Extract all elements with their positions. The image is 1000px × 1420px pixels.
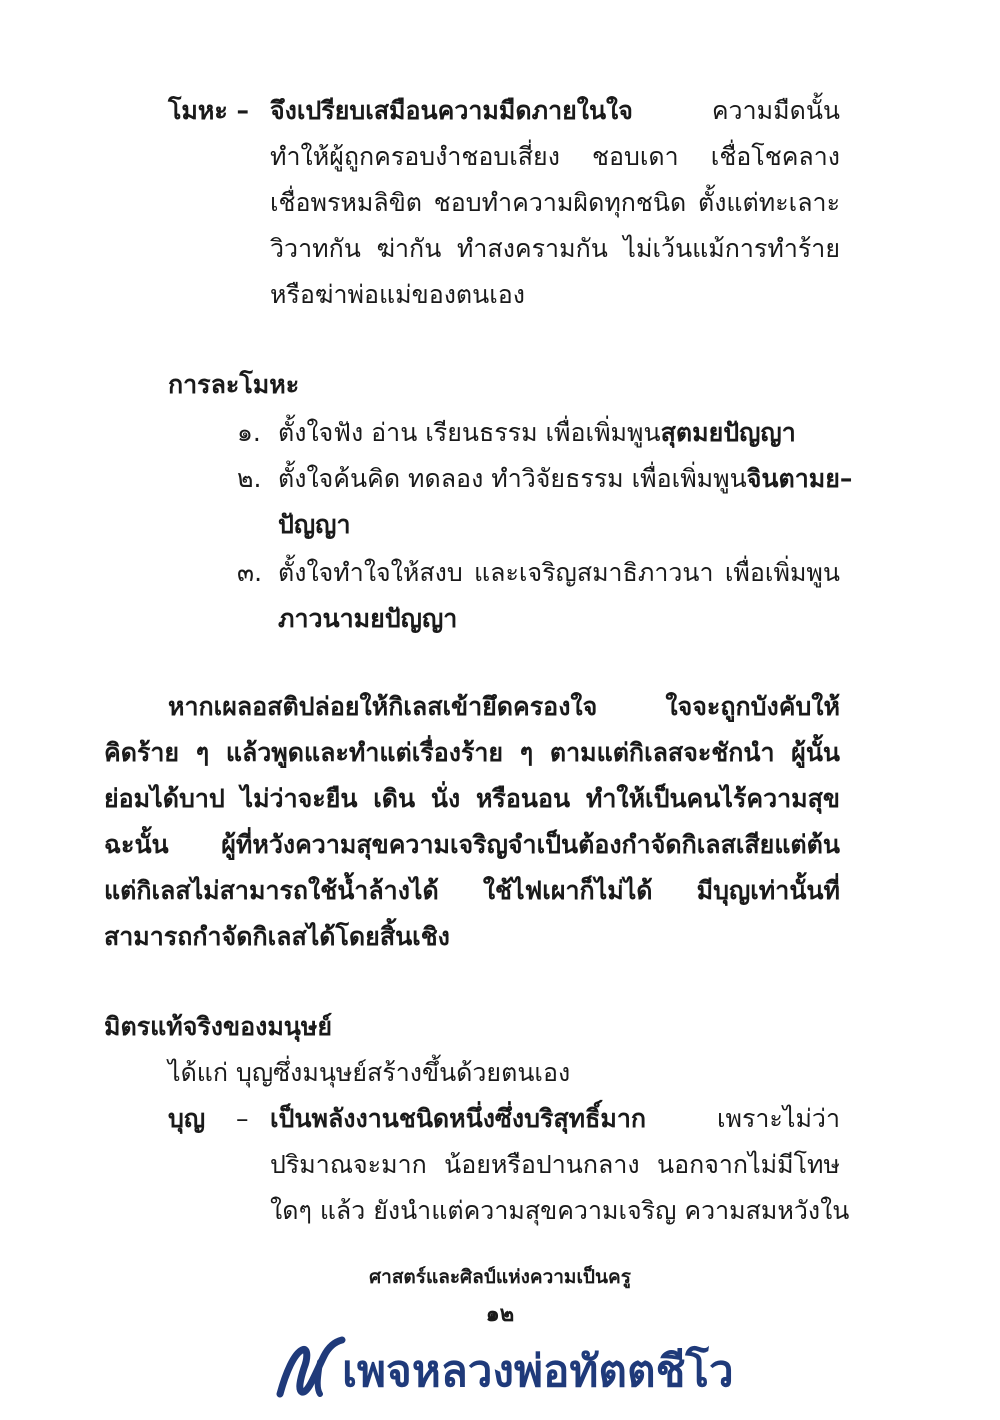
moha-line-5: หรือฆ่าพ่อแม่ของตนเอง [270, 280, 526, 309]
paragraph-line-5: แต่กิเลสไม่สามารถใช้น้ำล้างได้ ใช้ไฟเผาก็ไม่ได้ มีบุญเท่านั้นที่ [104, 876, 840, 905]
paragraph-line-6: สามารถกำจัดกิเลสได้โดยสิ้นเชิง [104, 922, 450, 951]
moha-label: โมหะ – [168, 96, 250, 125]
la-moha-item-2 [278, 456, 853, 502]
page-logo [272, 1332, 732, 1412]
moha-line-4: วิวาทกัน ฆ่ากัน ทำสงครามกัน ไม่เว้นแม้การทำร้าย [270, 234, 840, 263]
la-moha-item-1-bold: สุตมยปัญญา [660, 418, 796, 447]
paragraph-line-1: หากเผลอสติปล่อยให้กิเลสเข้ายึดครองใจ ใจจะถูกบังคับให้ [168, 692, 840, 721]
mitr-intro: ได้แก่ บุญซึ่งมนุษย์สร้างขึ้นด้วยตนเอง [168, 1058, 571, 1087]
paragraph-line-4: ฉะนั้น ผู้ที่หวังความสุขความเจริญจำเป็นต้องกำจัดกิเลสเสียแต่ต้น [104, 830, 840, 859]
paragraph-line-2: คิดร้าย ๆ แล้วพูดและทำแต่เรื่องร้าย ๆ ตามแต่กิเลสจะชักนำ ผู้นั้น [104, 738, 840, 767]
la-moha-item-2-text: ตั้งใจค้นคิด ทดลอง ทำวิจัยธรรม เพื่อเพิ่มพูน [278, 464, 747, 493]
boon-line-1-bold: เป็นพลังงานชนิดหนึ่งซึ่งบริสุทธิ์มาก [270, 1104, 647, 1133]
boon-line-1 [270, 1096, 840, 1142]
logo-text: เพจหลวงพ่อทัตตชีโว [342, 1346, 734, 1397]
page-number: ๑๒ [485, 1302, 515, 1327]
moha-line-1 [270, 88, 840, 134]
la-moha-item-2-number: ๒. [237, 464, 262, 493]
la-moha-item-1 [278, 410, 796, 456]
boon-dash: – [236, 1104, 249, 1133]
boon-label: บุญ [168, 1104, 206, 1133]
la-moha-item-1-text: ตั้งใจฟัง อ่าน เรียนธรรม เพื่อเพิ่มพูน [278, 418, 661, 447]
la-moha-item-2-bold: จินตามย– [746, 464, 853, 493]
moha-line-2: ทำให้ผู้ถูกครอบงำชอบเสี่ยง ชอบเดา เชื่อโชคลาง [270, 142, 840, 171]
la-moha-item-3-continued: ภาวนามยปัญญา [278, 604, 458, 633]
moha-line-1-rest: ความมืดนั้น [632, 96, 840, 125]
moha-line-3: เชื่อพรหมลิขิต ชอบทำความผิดทุกชนิด ตั้งแต่ทะเลาะ [270, 188, 840, 217]
la-moha-item-2-continued: ปัญญา [278, 510, 351, 539]
footer-book-title: ศาสตร์และศิลป์แห่งความเป็นครู [369, 1266, 631, 1288]
boon-line-1-rest: เพราะไม่ว่า [646, 1104, 840, 1133]
paragraph-line-3: ย่อมได้บาป ไม่ว่าจะยืน เดิน นั่ง หรือนอน ทำให้เป็นคนไร้ความสุข [104, 784, 840, 813]
la-moha-item-3: ตั้งใจทำใจให้สงบ และเจริญสมาธิภาวนา เพื่อเพิ่มพูน [278, 558, 840, 587]
moha-line-1-bold: จึงเปรียบเสมือนความมืดภายในใจ [270, 96, 633, 125]
la-moha-item-3-number: ๓. [237, 558, 263, 587]
la-moha-item-1-number: ๑. [237, 418, 261, 447]
boon-line-2: ปริมาณจะมาก น้อยหรือปานกลาง นอกจากไม่มีโทษ [270, 1150, 840, 1179]
la-moha-heading: การละโมหะ [168, 370, 300, 399]
mitr-heading: มิตรแท้จริงของมนุษย์ [104, 1012, 333, 1041]
logo-mark-icon [272, 1332, 352, 1412]
boon-line-3: ใดๆ แล้ว ยังนำแต่ความสุขความเจริญ ความสมหวังใน [270, 1196, 850, 1225]
